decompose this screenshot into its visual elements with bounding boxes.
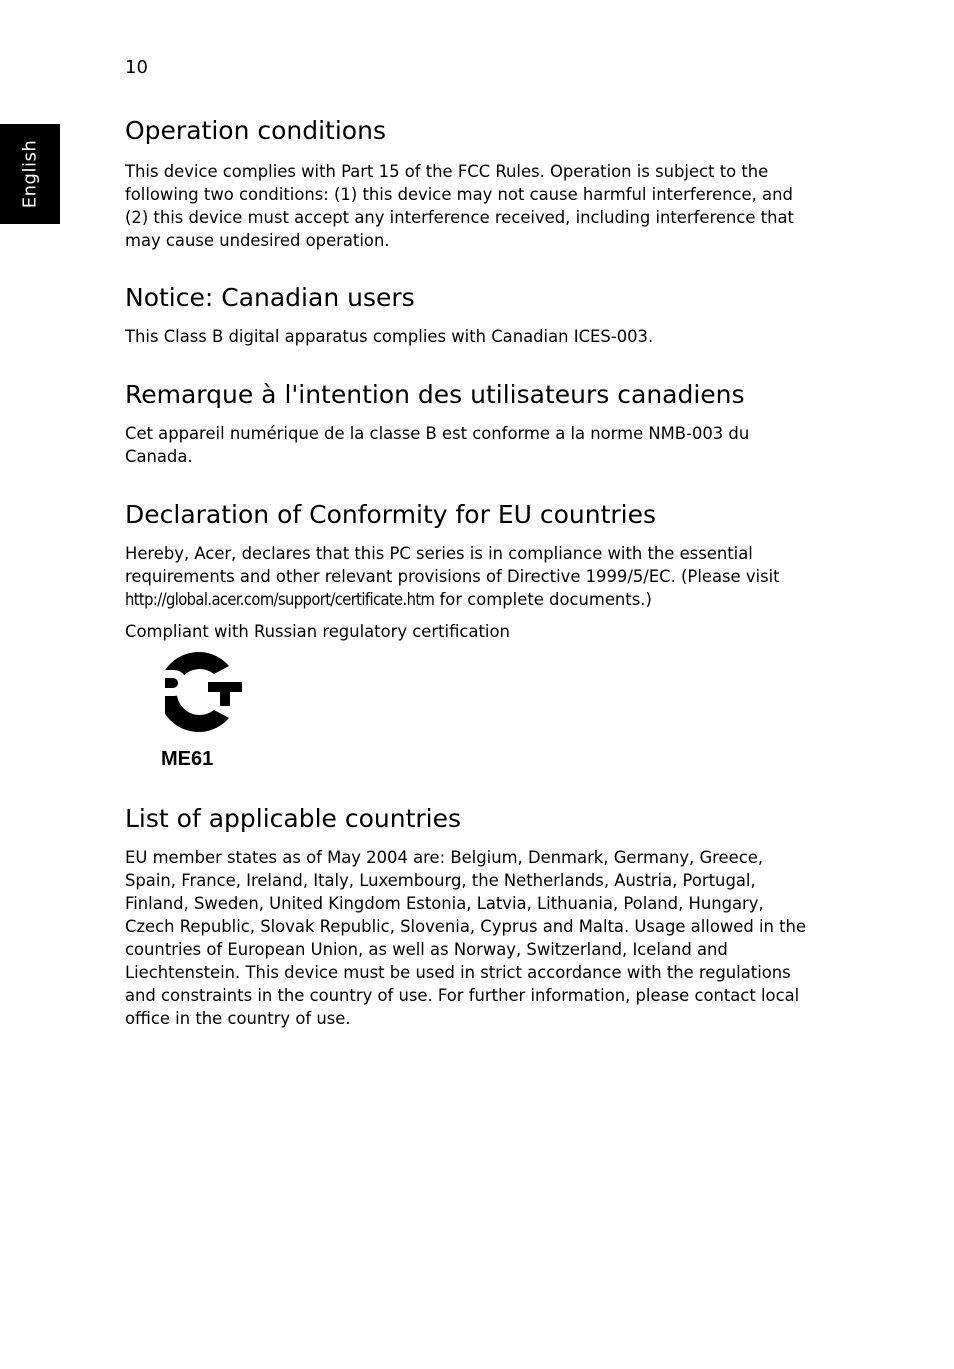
eu-declaration-text: [125, 542, 815, 611]
pct-t-stem: [220, 682, 230, 706]
applicable-countries-text: EU member states as of May 2004 are: Belgium, Denmark, Germany, Greece, Spain, France, Ireland, Italy, Luxembourg, the Netherlands, Austria, Portugal, Finland, Sweden, United Kingdom Estonia, Latvia, Lithuania, Poland, Hungary, Czech Republic, Slovak Republic, Slovenia, Cyprus and Malta. Usage allowed in the countries of European Union, as well as Norway, Switzerland, Iceland and Liechtenstein. This device must be used in strict accordance with the regulations and constraints in the country of use. For further information, please contact local office in the country of use.: [125, 848, 807, 1028]
eu-declaration-text-start: Hereby, Acer, declares that this PC series is in compliance with the essential requirements and other relevant provisions of Directive 1999/5/EC. (Please visit: [125, 544, 780, 586]
canadian-users-heading: Notice: Canadian users: [125, 283, 415, 312]
eu-declaration-heading: Declaration of Conformity for EU countries: [125, 500, 657, 529]
operation-conditions-heading: Operation conditions: [125, 116, 386, 145]
applicable-countries-heading: List of applicable countries: [125, 804, 462, 833]
pct-certification-mark-icon: [138, 650, 242, 734]
certificate-link[interactable]: http://global.acer.com/support/certificate.htm: [125, 590, 435, 609]
side-tab-label: English: [19, 139, 41, 209]
remarque-heading: Remarque à l'intention des utilisateurs canadiens: [125, 380, 745, 409]
remarque-text: Cet appareil numérique de la classe B est conforme a la norme NMB-003 du Canada.: [125, 424, 750, 466]
page-number: 10: [125, 57, 148, 78]
eu-declaration-text-end: for complete documents.): [434, 590, 652, 609]
russian-certification-note: Compliant with Russian regulatory certification: [125, 622, 510, 641]
pct-p-stem: [156, 670, 165, 715]
language-side-tab: [0, 124, 60, 224]
operation-conditions-text: This device complies with Part 15 of the FCC Rules. Operation is subject to the following two conditions: (1) this device may not cause harmful interference, and (2) this device must accept any interference received, including interference that may cause undesired operation.: [125, 162, 794, 250]
canadian-users-text: This Class B digital apparatus complies with Canadian ICES-003.: [125, 327, 654, 346]
certification-code: ME61: [161, 748, 214, 770]
